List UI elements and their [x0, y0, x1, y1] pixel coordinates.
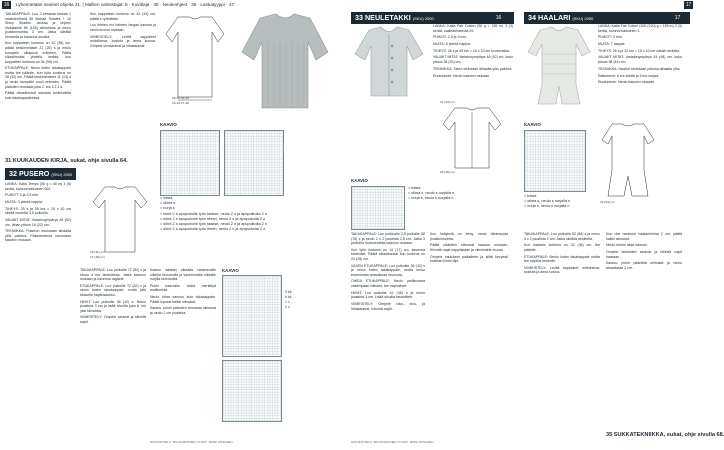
section-32-code: (SKU) 2000: [51, 172, 73, 177]
p16-col1-para: ETUKAPPALE: Neulo kuten takakappale mutta tee pääntie, kun työn korkeus on 28 (32) cm. Päätä keskimmäiset 11 (13) s ja neulo kumpikin puoli erikseen. Päätä pääntien reunasta joka 2. krs 3,2,1 s.: [5, 66, 71, 89]
p17-col1-para: TIHEYS: 26 s ja 40 krs = 10 x 10 cm kuviomallia.: [433, 48, 510, 53]
p17-legend-2: [524, 194, 614, 210]
size-label: 2 v: [285, 305, 290, 309]
p16-col4-para: HIHAT: Luo puikoille 38 (42) s. Neulo joustinta 3 cm ja lisää sivuilta joka 8. krs yksi silmukka.: [80, 299, 146, 313]
p16-col3-para: MUITA: 3 pientä nappia.: [5, 200, 43, 205]
p16-knitting-chart-4: [222, 360, 282, 422]
section-34-title: 34 HAALARI: [528, 13, 571, 22]
legend-item: = toista: [160, 196, 173, 200]
left-running-header: Lyhennetään neuleet ohjeita 31. | Mallien valmistajat: 8 · Kuvittaja · 35 · Neuleohjeet · 36 · Lankatyyppi · 47: [16, 2, 235, 7]
p17-chart-title: KAAVIO: [351, 178, 368, 183]
p16-column-3: [5, 182, 71, 245]
p16-column-4: [80, 268, 146, 327]
p16-col4-para: VIIMEISTELY: Ompele saumat ja kiinnitä napit.: [80, 315, 146, 325]
dims-pusero-b: 17 (18) cm: [90, 255, 105, 259]
p16-sizes: [285, 290, 292, 310]
dims-takki-a: 21 (23) cm: [440, 100, 455, 104]
section-35-title: 35 SUKKATEKNIIKKA, sukat, ohje sivulla 68.: [606, 432, 724, 438]
section-33-title-bar: [351, 12, 514, 24]
p17-col4-para: PUIKOT: 3 mm.: [598, 35, 623, 40]
section-32-title-bar: [5, 168, 76, 180]
section-33-code: (SKU) 2000: [412, 16, 434, 21]
p16-col4-para: TAKAKAPPALE: Luo puikoille 72 (82) s ja neulo 4 krs ainaoikeaa. Jatka kaavion mukaan ja kavenna raglanit.: [80, 268, 146, 282]
p17-knitting-chart-1: [351, 186, 405, 230]
p17-col2-para: TAKAKAPPALE: Luo puikkoille 2,5 puikoille 68 (78) s ja neulo 2 x 2 joustinta 2,5 cm. Jatka 3 puikoilla ruutuneuletta kaavion mukaan.: [351, 232, 425, 246]
legend-item: = siirrä 2 s apupuikolle työn eteen, neulo 2 o ja apupuikolta 2 o: [160, 216, 266, 221]
p16-chart2-title: KAAVIO: [222, 268, 239, 273]
legend-item: = nurja s: [160, 206, 175, 211]
p16-knitting-chart-1: [160, 130, 220, 196]
p16-col5-para: Pukin kaavioita: toista merkittyä mallikertaa.: [150, 283, 216, 293]
p17-column-1: [433, 24, 513, 80]
p16-col4-para: ETUKAPPALE: Luo puikoille 72 (82) s ja neulo kuten takakappale, mutta jätä keskelle napitusaukko.: [80, 283, 146, 297]
p16-col1-para: Päätä olkasilmukat samalla korkeudella kuin takakappaleessa.: [5, 91, 71, 100]
section-31-title: 31 KUUKAUDEN KIRJA, sukat, ohje sivulla 64.: [5, 158, 128, 164]
p16-knitting-chart-3: [222, 275, 282, 357]
p17-col1-para: PUIKOT: 2,5 ja 3 mm.: [433, 35, 468, 40]
legend-item: = toista: [408, 186, 421, 190]
p16-col2-para: VIIMEISTELY: Levitä kappaleet mittoihinsa, kostuta ja anna kuivua. Ompele sivusaumat ja hihasaumat.: [90, 34, 156, 48]
p17-knitting-chart-2: [524, 130, 586, 192]
p17-col4-para: Ruutuneule: Neulo kaavion mukaan.: [598, 80, 656, 85]
p16-col3-para: VALMIIT MITAT: Vartalonympärys 48 (52) cm, hihan pituus 18 (22) cm.: [5, 218, 71, 227]
p17-col5-para: TAKAKAPPALE: Luo puikoille 52 (58) s ja neulo 3 x 2 joustinta 2 cm. Jatka sileällä neuleella.: [524, 232, 600, 241]
p16-col1-para: Kun kappaleen korkeus on 32 (36) cm, päätä keskimmäiset 21 (25) s ja neulo kumpikin olkapuoli erikseen. Päätä olkasilmukat yhdellä kertaa, kun kappaleen korkeus on 34 (38) cm.: [5, 41, 71, 64]
p17-column-2: [351, 232, 425, 313]
legend-item: = siirrä 2 s apupuikolle työn taakse, neulo 2 o ja apupuikolta 2 n: [160, 222, 267, 227]
legend-item: = siirrä 2 s apupuikolle työn eteen, neulo 2 n ja apupuikolta 2 o: [160, 227, 266, 232]
p17-column-6: [606, 232, 682, 273]
p17-col2-para: HIHAT: Luo puikoille 42 (48) s ja neulo joustinta 3 cm. Lisää sivuilta tasavälein.: [351, 290, 425, 300]
p17-col2-para: Kun työn korkeus on 14 (17) cm, kavenna kädentiet. Päätä olkasilmukat kun korkeus on 24 (28) cm.: [351, 247, 425, 261]
legend-item: = oikea s, neulo s nurjalla n: [524, 199, 571, 204]
p16-column-5: [150, 268, 216, 318]
p17-column-3: [430, 232, 508, 266]
p17-column-4: [598, 24, 682, 87]
p17-col4-para: Raitoneule: 6 krs sileää ja 4 krs nurjaa.: [598, 73, 660, 78]
section-33-page: 16: [495, 15, 502, 21]
section-34-title-bar: [524, 12, 690, 24]
legend-item: = toista: [524, 194, 537, 198]
p17-col5-para: Kun haalarin korkeus on 32 (36) cm, tee pääntie.: [524, 243, 600, 252]
p16-col5-para: Neulo hihat samoin kuin takakappale. Päätä lopuksi kaikki silmukat.: [150, 295, 216, 304]
page-number-left: 16: [3, 2, 10, 8]
size-label: 3 kk: [285, 290, 292, 294]
cardigan-schematic: [437, 104, 507, 174]
p17-col4-para: VALMIIT MITAT: Vartalonympärys 44 (48) cm, koko pituus 38 (44) cm.: [598, 55, 682, 65]
p16-col5-para: Kaavio luetaan oikealta vasemmalle oikeilla kerroksilla ja vasemmalta oikealle nurjilla kerroksilla.: [150, 268, 216, 282]
p17-col6-para: Ompele lahkeiden saumat ja kiinnitä napit haaraan.: [606, 250, 682, 259]
p17-col1-para: MUITA: 5 pientä nappia.: [433, 42, 471, 47]
p17-col1-para: TEKNIIKKA: Takki neulotaan alhaalta ylös paloina.: [433, 66, 513, 71]
p17-col5-para: VIIMEISTELY: Levitä kappaleet mittoihinsa, kostuta ja anna kuivua.: [524, 265, 600, 275]
section-32-title: 32 PUSERO: [9, 169, 50, 178]
p16-credits: SUUNNITTELU: MIA RAHKONEN, KUVAT: JENNI LIPSANEN: [150, 440, 233, 444]
p17-col6-para: Kaulus: poimi pääntiltä silmukat ja neulo ainaoikeaa 2 cm.: [606, 261, 682, 270]
p17-col1-para: VALMIIT MITAT: Vartalonympärys 48 (52) cm, koko pituus 26 (30) cm.: [433, 55, 513, 65]
p17-column-5: [524, 232, 600, 277]
p17-col3-para: Kun lisäyksiä on tehty, neulo hihansuuta joustinneuletta.: [430, 232, 508, 241]
section-34-code: (SKU) 2000: [572, 16, 594, 21]
dims-pusero-2: 15-16-17-18: [172, 101, 189, 105]
cardigan-photo: [351, 24, 427, 100]
p16-col3-para: TEKNIIKKA: Puseron neulotaan alhaalta ylös paloina. Paloneuleena neulotaan kaavion mukaan.: [5, 229, 71, 243]
p16-col3-para: LANKA: Katia Tempo (50 g = 40 m) 4 (5) kerää, luonnonvalkoinen 002.: [5, 182, 71, 191]
p17-col2-para: VIIMEISTELY: Ompele olka-, sivu- ja hihasaumat. Kiinnitä napit.: [351, 302, 425, 311]
p16-col3-para: PUIKOT: 3 ja 3,5 mm.: [5, 193, 40, 198]
p17-legend-1: [408, 186, 508, 202]
size-label: 6 kk: [285, 295, 292, 299]
p16-col3-para: TIHEYS: 25 s ja 28 krs = 10 x 10 cm sileää neuletta 3,5 puikoilla.: [5, 206, 71, 216]
p17-col4-para: TIHEYS: 26 s ja 32 krs = 10 x 10 cm sileää neuletta.: [598, 48, 681, 53]
section-34-page: 17: [674, 15, 681, 21]
p16-col1-para: TAKAKAPPALE: Luo 2 kerrasta lankaa 1 vaaleanvihreä 50 Mohair Shades + 10 Shiny Shades -lankaa ja ohjeen mukaisesti 85 (105) silmukkaa ja neulo joustinneuletta 3 cm. Jatka sileällä neuleella ja kavenna sivuilta.: [5, 12, 71, 39]
p16-col2-para: Kun kappaleen korkeus on 42 (44) cm, päätä s ryhmittäin.: [90, 12, 156, 21]
p17-col4-para: MUITA: 7 nappia.: [598, 42, 626, 47]
p17-col2-para: OIKEA ETUKAPPALE: Neulo peilikuvana vasempaan nähden, tee napinlävet.: [351, 279, 425, 289]
legend-item: = siirrä 2 s apupuikolle työn taakse, neulo 2 o ja apupuikolta 2 o: [160, 211, 267, 216]
p17-col3-para: Ompele kaulukset paikalleen ja silitä kevyesti kostean liinan läpi.: [430, 254, 508, 264]
dims-haalari-a: 22 (24) cm: [600, 200, 615, 204]
p17-col1-para: Ruutuneule: Neulo kaavion mukaan.: [433, 73, 491, 78]
legend-item: = nurja s, neulo s nurjalla o: [524, 204, 570, 209]
p16-column-1: [5, 12, 71, 103]
section-33-title: 33 NEULETAKKI: [355, 13, 411, 22]
p17-col2-para: VASEN ETUKAPPALE: Luo puikoille 36 (42) s ja neulo kuten takakappale, mutta neulo etureunaan ainaoikeaa reunusta.: [351, 263, 425, 277]
dims-pusero-a: 29 (31) cm: [90, 250, 105, 254]
page-number-right: 17: [685, 2, 692, 8]
p17-col6-para: Neulo toinen lahje samoin.: [606, 243, 648, 248]
dims-pusero-1: 28-30-33-36: [172, 96, 189, 100]
p17-col1-para: LANKA: Katia Fair Cotton (50 g = 155 m) 3 (4) kerää, vaaleanharmaa 29.: [433, 24, 513, 33]
p17-chart2-title: KAAVIO: [524, 122, 541, 127]
p16-column-2: [90, 12, 156, 50]
sweater-photo: [240, 12, 330, 112]
p16-legend: [160, 196, 340, 232]
legend-item: = oikea s: [160, 201, 176, 206]
p17-col3-para: Päätä pääntien silmukat kaavion mukaan. Kiinnitä napit nappilistaan ja viimeistele reunat.: [430, 243, 508, 252]
romper-photo: [524, 24, 594, 108]
p17-col5-para: ETUKAPPALE: Neulo kuten takakappale mutta tee napitus keskelle.: [524, 254, 600, 264]
p17-col6-para: Kun olet neulonut haalarinhihat 2 cm, päätä kaikki silmukat.: [606, 232, 682, 241]
p16-col5-para: Kaulus: poimi pääntien reunasta silmukat ja neulo 2 cm joustinta.: [150, 306, 216, 315]
p16-chart-title: KAAVIO: [160, 122, 177, 127]
legend-item: = nurja s, neulo s nurjalla o: [408, 196, 454, 201]
romper-schematic: [598, 120, 658, 200]
p16-col2-para: Luo lehtien rivi kahden langan kanssa ja neulo kuvion mukaan.: [90, 23, 156, 32]
p17-credits-1: SUUNNITTELU: MIA RAHKONEN, KUVAT: JENNI LIPSANEN: [351, 440, 434, 444]
dims-takki-b: 26 (30) cm: [440, 170, 455, 174]
sweater-schematic: [160, 12, 230, 107]
size-label: 1 v: [285, 300, 290, 304]
p17-col4-para: TEKNIIKKA: Haalari neulotaan paloina alhaalta ylös.: [598, 66, 681, 71]
p17-col4-para: LANKA: Katia Fair Cotton (100 (120) g = 155 m) 2 (3) kerää, luonnonvalkoinen 1.: [598, 24, 682, 33]
p16-knitting-chart-2: [224, 130, 284, 196]
page-header: [0, 0, 696, 10]
legend-item: = oikea s, neulo s nurjalla n: [408, 191, 455, 196]
